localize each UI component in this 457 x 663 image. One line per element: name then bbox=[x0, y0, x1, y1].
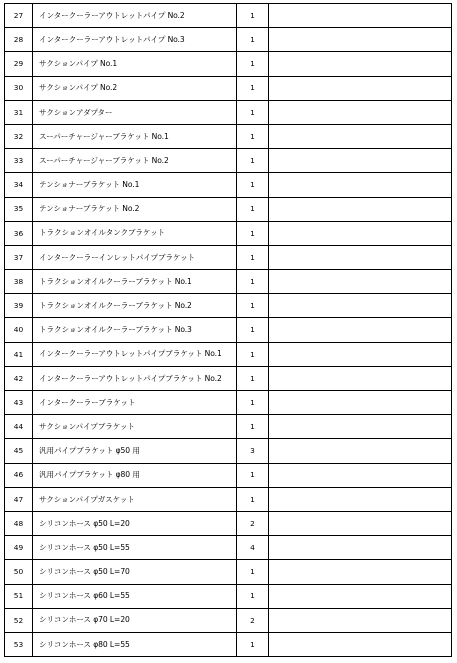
part-note bbox=[269, 366, 452, 390]
table-row bbox=[5, 560, 452, 584]
part-note bbox=[269, 463, 452, 487]
table-row bbox=[5, 608, 452, 632]
part-note bbox=[269, 270, 452, 294]
part-name: 汎用パイプブラケット φ50 用 bbox=[33, 439, 237, 463]
table-row bbox=[5, 28, 452, 52]
part-name: トラクションオイルクーラーブラケット No.1 bbox=[33, 270, 237, 294]
part-name: インタークーラーアウトレットパイプ No.3 bbox=[33, 28, 237, 52]
table-row bbox=[5, 173, 452, 197]
part-quantity: 1 bbox=[237, 28, 269, 52]
part-number: 29 bbox=[5, 52, 33, 76]
table-row bbox=[5, 536, 452, 560]
part-quantity: 1 bbox=[237, 221, 269, 245]
part-name: シリコンホース φ70 L=20 bbox=[33, 608, 237, 632]
table-row bbox=[5, 4, 452, 28]
part-number: 27 bbox=[5, 4, 33, 28]
part-quantity: 1 bbox=[237, 4, 269, 28]
part-number: 30 bbox=[5, 76, 33, 100]
part-quantity: 1 bbox=[237, 149, 269, 173]
part-number: 31 bbox=[5, 100, 33, 124]
part-name: インタークーラーインレットパイプブラケット bbox=[33, 245, 237, 269]
table-row bbox=[5, 221, 452, 245]
part-quantity: 1 bbox=[237, 415, 269, 439]
part-quantity: 1 bbox=[237, 584, 269, 608]
parts-list-body bbox=[5, 4, 452, 657]
part-note bbox=[269, 197, 452, 221]
part-note bbox=[269, 632, 452, 656]
part-name: テンショナーブラケット No.1 bbox=[33, 173, 237, 197]
part-name: シリコンホース φ50 L=70 bbox=[33, 560, 237, 584]
part-number: 35 bbox=[5, 197, 33, 221]
part-note bbox=[269, 124, 452, 148]
part-note bbox=[269, 149, 452, 173]
part-name: スーパーチャージャーブラケット No.1 bbox=[33, 124, 237, 148]
parts-list-table bbox=[4, 3, 452, 657]
table-row bbox=[5, 245, 452, 269]
part-note bbox=[269, 511, 452, 535]
part-number: 37 bbox=[5, 245, 33, 269]
table-row bbox=[5, 391, 452, 415]
part-note bbox=[269, 245, 452, 269]
part-number: 41 bbox=[5, 342, 33, 366]
part-note bbox=[269, 536, 452, 560]
part-quantity: 1 bbox=[237, 294, 269, 318]
part-quantity: 1 bbox=[237, 342, 269, 366]
part-quantity: 1 bbox=[237, 487, 269, 511]
table-row bbox=[5, 100, 452, 124]
table-row bbox=[5, 463, 452, 487]
part-number: 44 bbox=[5, 415, 33, 439]
part-number: 46 bbox=[5, 463, 33, 487]
part-note bbox=[269, 173, 452, 197]
part-number: 36 bbox=[5, 221, 33, 245]
part-note bbox=[269, 4, 452, 28]
part-number: 43 bbox=[5, 391, 33, 415]
part-name: スーパーチャージャーブラケット No.2 bbox=[33, 149, 237, 173]
part-note bbox=[269, 342, 452, 366]
part-note bbox=[269, 560, 452, 584]
part-quantity: 1 bbox=[237, 100, 269, 124]
part-number: 28 bbox=[5, 28, 33, 52]
part-quantity: 1 bbox=[237, 52, 269, 76]
part-number: 32 bbox=[5, 124, 33, 148]
table-row bbox=[5, 197, 452, 221]
part-name: テンショナーブラケット No.2 bbox=[33, 197, 237, 221]
part-name: 汎用パイプブラケット φ80 用 bbox=[33, 463, 237, 487]
part-quantity: 1 bbox=[237, 76, 269, 100]
table-row bbox=[5, 342, 452, 366]
part-number: 48 bbox=[5, 511, 33, 535]
part-name: インタークーラーアウトレットパイプ No.2 bbox=[33, 4, 237, 28]
part-name: サクションパイプガスケット bbox=[33, 487, 237, 511]
part-name: インタークーラーアウトレットパイプブラケット No.2 bbox=[33, 366, 237, 390]
part-quantity: 1 bbox=[237, 632, 269, 656]
part-number: 52 bbox=[5, 608, 33, 632]
part-note bbox=[269, 487, 452, 511]
part-quantity: 1 bbox=[237, 270, 269, 294]
part-quantity: 1 bbox=[237, 318, 269, 342]
part-note bbox=[269, 415, 452, 439]
part-quantity: 3 bbox=[237, 439, 269, 463]
part-number: 40 bbox=[5, 318, 33, 342]
part-quantity: 4 bbox=[237, 536, 269, 560]
table-row bbox=[5, 270, 452, 294]
table-row bbox=[5, 584, 452, 608]
part-quantity: 2 bbox=[237, 511, 269, 535]
part-quantity: 1 bbox=[237, 366, 269, 390]
table-row bbox=[5, 52, 452, 76]
part-name: シリコンホース φ50 L=55 bbox=[33, 536, 237, 560]
part-note bbox=[269, 439, 452, 463]
part-note bbox=[269, 584, 452, 608]
part-name: トラクションオイルクーラーブラケット No.3 bbox=[33, 318, 237, 342]
part-name: サクションパイプ No.1 bbox=[33, 52, 237, 76]
part-number: 49 bbox=[5, 536, 33, 560]
part-quantity: 1 bbox=[237, 560, 269, 584]
part-note bbox=[269, 221, 452, 245]
part-name: サクションパイプ No.2 bbox=[33, 76, 237, 100]
table-row bbox=[5, 124, 452, 148]
part-number: 45 bbox=[5, 439, 33, 463]
part-note bbox=[269, 294, 452, 318]
part-number: 42 bbox=[5, 366, 33, 390]
part-note bbox=[269, 608, 452, 632]
part-quantity: 1 bbox=[237, 463, 269, 487]
table-row bbox=[5, 511, 452, 535]
part-quantity: 2 bbox=[237, 608, 269, 632]
part-quantity: 1 bbox=[237, 124, 269, 148]
table-row bbox=[5, 318, 452, 342]
part-note bbox=[269, 318, 452, 342]
part-number: 47 bbox=[5, 487, 33, 511]
table-row bbox=[5, 294, 452, 318]
part-quantity: 1 bbox=[237, 173, 269, 197]
part-name: サクションアダプター bbox=[33, 100, 237, 124]
part-note bbox=[269, 76, 452, 100]
table-row bbox=[5, 76, 452, 100]
part-name: シリコンホース φ80 L=55 bbox=[33, 632, 237, 656]
part-number: 34 bbox=[5, 173, 33, 197]
part-note bbox=[269, 28, 452, 52]
part-name: シリコンホース φ60 L=55 bbox=[33, 584, 237, 608]
part-name: トラクションオイルタンクブラケット bbox=[33, 221, 237, 245]
part-note bbox=[269, 52, 452, 76]
table-row bbox=[5, 149, 452, 173]
part-note bbox=[269, 391, 452, 415]
part-name: インタークーラーブラケット bbox=[33, 391, 237, 415]
part-name: インタークーラーアウトレットパイプブラケット No.1 bbox=[33, 342, 237, 366]
part-name: トラクションオイルクーラーブラケット No.2 bbox=[33, 294, 237, 318]
part-number: 50 bbox=[5, 560, 33, 584]
part-note bbox=[269, 100, 452, 124]
table-row bbox=[5, 487, 452, 511]
table-row bbox=[5, 439, 452, 463]
table-row bbox=[5, 415, 452, 439]
part-number: 38 bbox=[5, 270, 33, 294]
table-row bbox=[5, 366, 452, 390]
part-quantity: 1 bbox=[237, 391, 269, 415]
part-name: シリコンホース φ50 L=20 bbox=[33, 511, 237, 535]
part-number: 51 bbox=[5, 584, 33, 608]
part-number: 39 bbox=[5, 294, 33, 318]
part-name: サクションパイプブラケット bbox=[33, 415, 237, 439]
part-number: 33 bbox=[5, 149, 33, 173]
part-number: 53 bbox=[5, 632, 33, 656]
part-quantity: 1 bbox=[237, 245, 269, 269]
table-row bbox=[5, 632, 452, 656]
part-quantity: 1 bbox=[237, 197, 269, 221]
